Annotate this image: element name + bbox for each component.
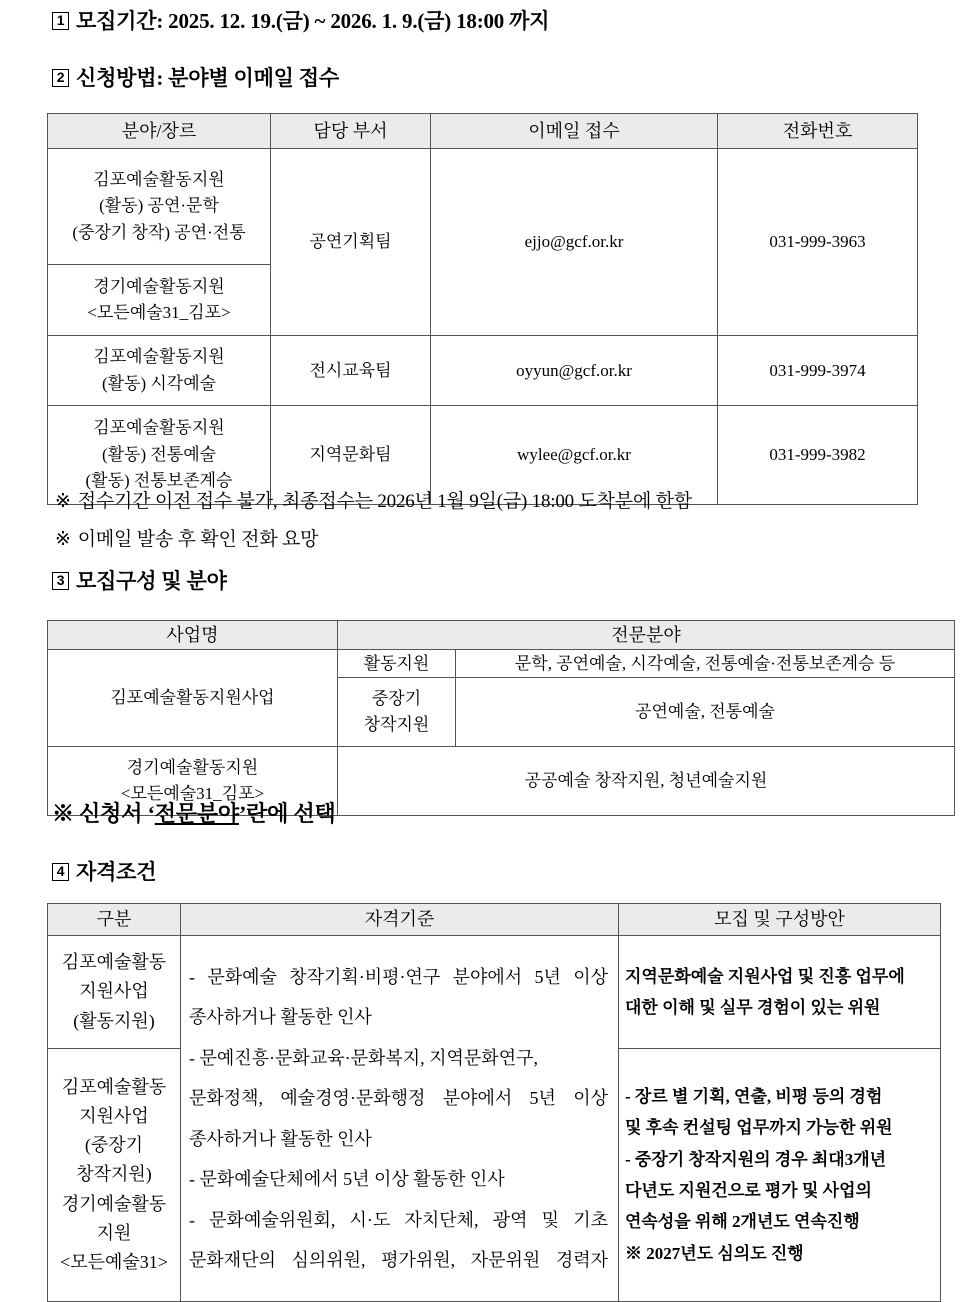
note-2-text: 이메일 발송 후 확인 전화 요망 [77,529,319,550]
program-line: <모든예술31_김포> [120,784,265,803]
field-line: (활동) 전통예술 [101,444,217,464]
field-line: (중장기 창작) 공연·전통 [72,222,246,242]
subcategory-cell [338,678,456,747]
field-line: (활동) 전통보존계승 [85,471,233,491]
field-cell [48,149,271,265]
table-header-row [48,904,941,936]
table-header-row [48,621,955,650]
plan-line: 및 후속 컨설팅 업무까지 가능한 위원 [625,1118,893,1138]
phone-cell: 031-999-3974 [718,336,918,406]
note-3 [52,802,336,826]
category-cell [48,936,181,1049]
section-1-title: 모집기간: 2025. 12. 19.(금) ~ 2026. 1. 9.(금) 18:00 까지 [76,9,550,33]
section-4-title: 자격조건 [76,860,157,884]
note-2 [55,530,318,551]
category-line: 김포예술활동 [61,952,167,973]
category-line: 지원사업 [79,981,149,1002]
asterisk-mark-icon: ※ [55,529,71,550]
email-cell: ejjo@gcf.or.kr [431,149,718,336]
field-cell [48,265,271,336]
col-header-specialty: 전문분야 [338,621,955,650]
section-number-badge-2: 2 [52,69,69,87]
field-line: 김포예술활동지원 [93,347,225,367]
field-line: 김포예술활동지원 [93,169,225,189]
criteria-line: - 문예진흥·문화교육·문화복지, 지역문화연구, [189,1047,538,1068]
plan-cell [619,936,941,1049]
col-header-criteria: 자격기준 [181,904,619,936]
phone-cell: 031-999-3982 [718,406,918,505]
field-cell [48,336,271,406]
phone-cell: 031-999-3963 [718,149,918,336]
plan-cell [619,1049,941,1302]
category-line: (활동지원) [73,1010,155,1031]
col-header-phone: 전화번호 [718,114,918,149]
col-header-email: 이메일 접수 [431,114,718,149]
section-2-heading [52,67,339,90]
asterisk-mark-icon: ※ [52,801,74,826]
plan-line: 지역문화예술 지원사업 및 진흥 업무에 [625,966,905,986]
contacts-table [47,113,918,505]
section-number-badge-3: 3 [52,572,69,590]
field-line: 김포예술활동지원 [93,418,225,438]
category-line: 지원사업 [79,1106,149,1127]
criteria-line: - 문화예술 창작기획·비평·연구 분야에서 5년 이상 [189,966,608,987]
program-cell: 김포예술활동지원사업 [48,650,338,747]
asterisk-mark-icon: ※ [55,491,71,512]
col-header-plan: 모집 및 구성방안 [619,904,941,936]
col-header-department: 담당 부서 [271,114,431,149]
note-1-text: 접수기간 이전 접수 불가, 최종접수는 2026년 1월 9일(금) 18:00 도착분에 한함 [77,491,692,512]
plan-line: 대한 이해 및 실무 경험이 있는 위원 [625,998,881,1017]
section-2-title: 신청방법: 분야별 이메일 접수 [76,66,339,90]
section-3-title: 모집구성 및 분야 [76,569,227,593]
note-3-suffix: 란에 선택 [246,801,336,826]
department-cell: 지역문화팀 [271,406,431,505]
criteria-line: 문화재단의 심의위원, 평가위원, 자문위원 경력자 [189,1250,608,1270]
category-line: 김포예술활동 [61,1076,167,1097]
section-number-badge-1: 1 [52,12,69,30]
plan-line: 다년도 지원건으로 평가 및 사업의 [625,1181,872,1200]
plan-line: - 장르 별 기획, 연출, 비평 등의 경험 [625,1086,883,1106]
department-cell: 전시교육팀 [271,336,431,406]
col-header-category: 구분 [48,904,181,936]
category-line: 지원 [96,1222,132,1243]
email-cell: wylee@gcf.or.kr [431,406,718,505]
field-line: 경기예술활동지원 [93,276,225,296]
col-header-program: 사업명 [48,621,338,650]
category-cell [48,1049,181,1302]
section-1-heading [52,10,549,33]
plan-line: - 중장기 창작지원의 경우 최대3개년 [625,1149,887,1169]
section-3-heading [52,570,227,593]
department-cell: 공연기획팀 [271,149,431,336]
field-line: (활동) 시각예술 [101,373,217,393]
specialty-detail-cell: 공공예술 창작지원, 청년예술지원 [338,747,955,816]
criteria-line: 종사하거나 활동한 인사 [189,1128,372,1149]
section-4-heading [52,861,156,884]
quote-close: ’ [238,801,247,826]
fields-table [47,620,955,816]
plan-line: 연속성을 위해 2개년도 연속진행 [625,1212,860,1232]
table-row [48,336,918,406]
criteria-line: - 문화예술위원회, 시·도 자치단체, 광역 및 기초 [189,1209,608,1230]
subcategory-line: 창작지원 [363,715,430,734]
category-line: 창작지원) [76,1164,152,1185]
col-header-field: 분야/장르 [48,114,271,149]
quote-open: ‘ [147,801,155,826]
criteria-line: - 문화예술단체에서 5년 이상 활동한 인사 [189,1169,505,1189]
criteria-cell [181,936,619,1302]
criteria-line: 종사하거나 활동한 인사 [189,1007,372,1027]
note-3-prefix: 신청서 [79,801,148,826]
plan-line: ※ 2027년도 심의도 진행 [625,1243,804,1263]
section-number-badge-4: 4 [52,863,69,881]
category-line: 경기예술활동 [61,1193,167,1214]
specialty-detail-cell: 문학, 공연예술, 시각예술, 전통예술·전통보존계승 등 [456,650,955,678]
table-row [48,936,941,1049]
subcategory-line: 중장기 [371,688,422,708]
criteria-line: 문화정책, 예술경영·문화행정 분야에서 5년 이상 [189,1088,608,1108]
field-line: <모든예술31_김포> [87,303,231,322]
qualification-table [47,903,941,1302]
email-cell: oyyun@gcf.or.kr [431,336,718,406]
subcategory-cell: 활동지원 [338,650,456,678]
table-header-row [48,114,918,149]
note-1 [55,492,692,513]
note-3-emphasis: 전문분야 [154,801,239,826]
table-row [48,650,955,678]
specialty-detail-cell: 공연예술, 전통예술 [456,678,955,747]
category-line: (중장기 [84,1135,144,1156]
category-line: <모든예술31> [60,1251,168,1272]
table-row [48,149,918,265]
field-line: (활동) 공연·문학 [99,196,219,216]
field-cell [48,406,271,505]
program-line: 경기예술활동지원 [126,757,259,777]
table-row [48,406,918,505]
